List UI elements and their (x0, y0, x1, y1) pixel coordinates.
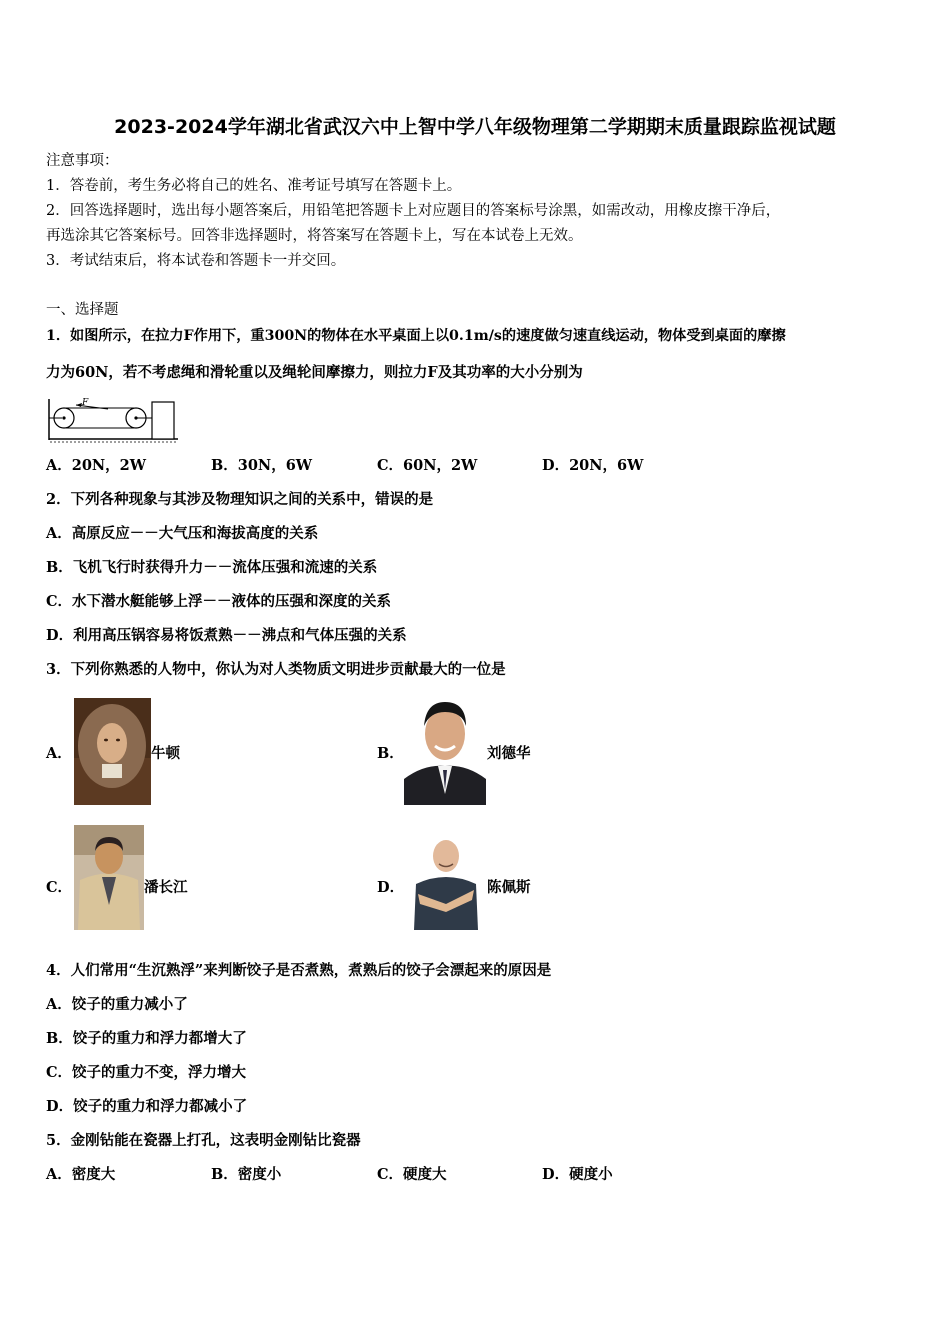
question-1-stem: 1．如图所示，在拉力F作用下，重300N的物体在水平桌面上以0.1m/s的速度做匀速直线运动，物体受到桌面的摩擦 (46, 328, 786, 344)
portrait-c (74, 825, 144, 930)
pulley-figure (46, 396, 180, 444)
q1-option-d[interactable]: D．20N，6W (542, 457, 644, 474)
q1-option-c[interactable]: C．60N，2W (377, 457, 478, 474)
question-2-stem: 2．下列各种现象与其涉及物理知识之间的关系中，错误的是 (46, 491, 434, 508)
q2-option-d[interactable]: D．利用高压锅容易将饭煮熟－－沸点和气体压强的关系 (46, 627, 407, 644)
q3-option-d-letter[interactable]: D． (377, 879, 405, 896)
q2-option-c[interactable]: C．水下潜水艇能够上浮－－液体的压强和深度的关系 (46, 593, 392, 610)
notice-heading: 注意事项： (46, 153, 119, 169)
block (152, 402, 174, 439)
q4-option-d[interactable]: D．饺子的重力和浮力都减小了 (46, 1098, 248, 1115)
q3-option-a-name[interactable]: 牛顿 (151, 745, 180, 762)
q5-option-b[interactable]: B．密度小 (211, 1166, 282, 1183)
notice-item: 再选涂其它答案标号。回答非选择题时，将答案写在答题卡上，写在本试卷上无效。 (46, 228, 583, 244)
notice-item: 1．答卷前，考生务必将自己的姓名、准考证号填写在答题卡上。 (46, 178, 462, 194)
portrait-d (406, 834, 486, 930)
portrait-b (404, 694, 486, 805)
pulley-axle-left (62, 416, 65, 419)
q2-option-a[interactable]: A．高原反应－－大气压和海拔高度的关系 (46, 525, 319, 542)
question-5-stem: 5．金刚钻能在瓷器上打孔，这表明金刚钻比瓷器 (46, 1132, 361, 1149)
section-heading: 一、选择题 (46, 302, 119, 318)
question-4-stem: 4．人们常用“生沉熟浮”来判断饺子是否煮熟，煮熟后的饺子会漂起来的原因是 (46, 962, 552, 979)
portrait-collar (102, 764, 122, 778)
q2-option-b[interactable]: B．飞机飞行时获得升力－－流体压强和流速的关系 (46, 559, 378, 576)
q4-option-b[interactable]: B．饺子的重力和浮力都增大了 (46, 1030, 247, 1047)
notice-item: 2．回答选择题时，选出每小题答案后，用铅笔把答题卡上对应题目的答案标号涂黑，如需改动，用橡皮擦干净后， (46, 203, 781, 219)
q3-option-b-letter[interactable]: B． (377, 745, 404, 762)
page-title: 2023-2024学年湖北省武汉六中上智中学八年级物理第二学期期末质量跟踪监视试题 (114, 116, 836, 138)
portrait-face (97, 723, 127, 763)
q5-option-a[interactable]: A．密度大 (46, 1166, 116, 1183)
q3-option-c-name[interactable]: 潘长江 (144, 879, 188, 896)
q1-option-b[interactable]: B．30N，6W (211, 457, 313, 474)
q3-option-d-name[interactable]: 陈佩斯 (487, 879, 531, 896)
q3-option-b-name[interactable]: 刘德华 (487, 745, 531, 762)
q3-option-a-letter[interactable]: A． (46, 745, 72, 762)
portrait-eye (104, 739, 108, 742)
force-label: F (82, 398, 89, 408)
q4-option-a[interactable]: A．饺子的重力减小了 (46, 996, 188, 1013)
q4-option-c[interactable]: C．饺子的重力不变，浮力增大 (46, 1064, 247, 1081)
question-1-stem-cont: 力为60N，若不考虑绳和滑轮重以及绳轮间摩擦力，则拉力F及其功率的大小分别为 (46, 364, 583, 381)
q1-option-a[interactable]: A．20N，2W (46, 457, 147, 474)
question-3-stem: 3．下列你熟悉的人物中，你认为对人类物质文明进步贡献最大的一位是 (46, 661, 506, 678)
q3-option-c-letter[interactable]: C． (46, 879, 73, 896)
notice-item: 3．考试结束后，将本试卷和答题卡一并交回。 (46, 253, 346, 269)
portrait-eye (116, 739, 120, 742)
newton-portrait (74, 698, 151, 805)
q5-option-c[interactable]: C．硬度大 (377, 1166, 447, 1183)
q5-option-d[interactable]: D．硬度小 (542, 1166, 613, 1183)
